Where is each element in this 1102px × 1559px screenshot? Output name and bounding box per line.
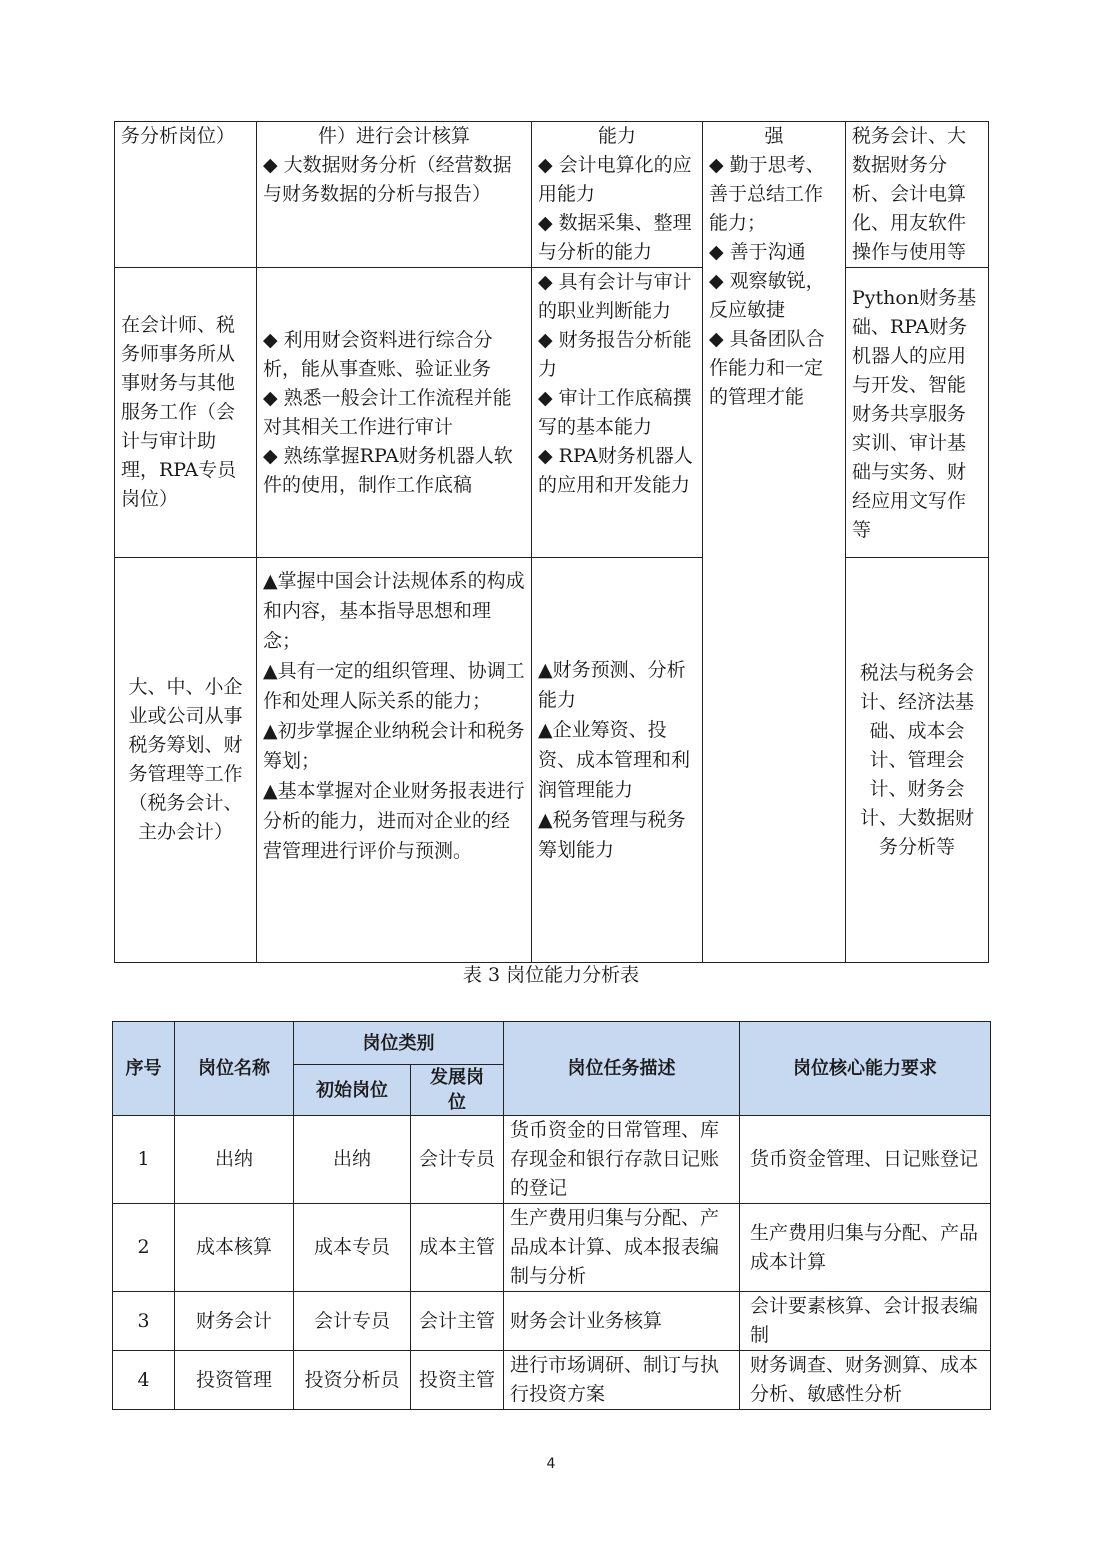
header-category: 岗位类别 <box>294 1022 504 1065</box>
develop-cell: 投资主管 <box>411 1351 504 1410</box>
name-cell: 成本核算 <box>175 1204 294 1292</box>
task-cell: 货币资金的日常管理、库存现金和银行存款日记账的登记 <box>504 1116 740 1204</box>
position-ability-table <box>112 1021 991 1410</box>
job-scope-cell: 大、中、小企业或公司从事税务筹划、财务管理等工作（税务会计、主办会计） <box>115 558 257 963</box>
header-develop: 发展岗位 <box>411 1065 504 1116</box>
seq-cell: 2 <box>113 1204 175 1292</box>
table-row <box>115 558 989 963</box>
header-core: 岗位核心能力要求 <box>740 1022 991 1116</box>
table-row <box>113 1351 991 1410</box>
table-row <box>113 1292 991 1351</box>
table-row <box>113 1116 991 1204</box>
header-task: 岗位任务描述 <box>504 1022 740 1116</box>
task-cell: 生产费用归集与分配、产品成本计算、成本报表编制与分析 <box>504 1204 740 1292</box>
job-scope-cell: 务分析岗位） <box>115 122 257 268</box>
professional-ability-cell: 能力 ◆ 会计电算化的应用能力 ◆ 数据采集、整理与分析的能力 <box>532 122 703 268</box>
name-cell: 财务会计 <box>175 1292 294 1351</box>
task-cell: 财务会计业务核算 <box>504 1292 740 1351</box>
seq-cell: 3 <box>113 1292 175 1351</box>
name-cell: 投资管理 <box>175 1351 294 1410</box>
header-seq: 序号 <box>113 1022 175 1116</box>
page-number: 4 <box>546 1456 556 1472</box>
job-competency-table-continued <box>114 121 989 963</box>
develop-cell: 会计主管 <box>411 1292 504 1351</box>
initial-cell: 成本专员 <box>294 1204 411 1292</box>
seq-cell: 1 <box>113 1116 175 1204</box>
work-task-cell: ◆ 利用财会资料进行综合分析，能从事查账、验证业务 ◆ 熟悉一般会计工作流程并能对其相关工作进行审计 ◆ 熟练掌握RPA财务机器人软件的使用，制作工作底稿 <box>257 268 532 558</box>
course-cell: 税法与税务会计、经济法基础、成本会计、管理会计、财务会计、大数据财务分析等 <box>846 558 989 963</box>
core-cell: 生产费用归集与分配、产品成本计算 <box>740 1204 991 1292</box>
work-task-cell: 件）进行会计核算 ◆ 大数据财务分析（经营数据与财务数据的分析与报告） <box>257 122 532 268</box>
table-caption: 表 3 岗位能力分析表 <box>462 964 640 986</box>
course-cell: 税务会计、大数据财务分析、会计电算化、用友软件操作与使用等 <box>846 122 989 268</box>
work-task-cell: ▲掌握中国会计法规体系的构成和内容，基本指导思想和理念； ▲具有一定的组织管理、协调工作和处理人际关系的能力； ▲初步掌握企业纳税会计和税务筹划； ▲基本掌握对企业财务报表进行分析的能力，进而对企业的经营管理进行评价与预测。 <box>257 558 532 963</box>
table-header-row <box>113 1022 991 1065</box>
table-row <box>113 1204 991 1292</box>
professional-ability-cell: ▲财务预测、分析能力 ▲企业筹资、投资、成本管理和利润管理能力 ▲税务管理与税务筹划能力 <box>532 558 703 963</box>
name-cell: 出纳 <box>175 1116 294 1204</box>
job-scope-cell: 在会计师、税务师事务所从事财务与其他服务工作（会计与审计助理，RPA专员岗位） <box>115 268 257 558</box>
core-cell: 货币资金管理、日记账登记 <box>740 1116 991 1204</box>
develop-cell: 会计专员 <box>411 1116 504 1204</box>
professional-ability-cell: ◆ 具有会计与审计的职业判断能力 ◆ 财务报告分析能力 ◆ 审计工作底稿撰写的基本能力 ◆ RPA财务机器人的应用和开发能力 <box>532 268 703 558</box>
seq-cell: 4 <box>113 1351 175 1410</box>
core-cell: 财务调查、财务测算、成本分析、敏感性分析 <box>740 1351 991 1410</box>
general-ability-cell: 强 ◆ 勤于思考、善于总结工作能力； ◆ 善于沟通 ◆ 观察敏锐，反应敏捷 ◆ 具备团队合作能力和一定的管理才能 <box>703 122 846 963</box>
table-row <box>115 268 989 558</box>
initial-cell: 投资分析员 <box>294 1351 411 1410</box>
task-cell: 进行市场调研、制订与执行投资方案 <box>504 1351 740 1410</box>
header-initial: 初始岗位 <box>294 1065 411 1116</box>
course-cell: Python财务基础、RPA财务机器人的应用与开发、智能财务共享服务实训、审计基础与实务、财经应用文写作等 <box>846 268 989 558</box>
initial-cell: 会计专员 <box>294 1292 411 1351</box>
header-name: 岗位名称 <box>175 1022 294 1116</box>
core-cell: 会计要素核算、会计报表编制 <box>740 1292 991 1351</box>
develop-cell: 成本主管 <box>411 1204 504 1292</box>
table-row <box>115 122 989 268</box>
initial-cell: 出纳 <box>294 1116 411 1204</box>
